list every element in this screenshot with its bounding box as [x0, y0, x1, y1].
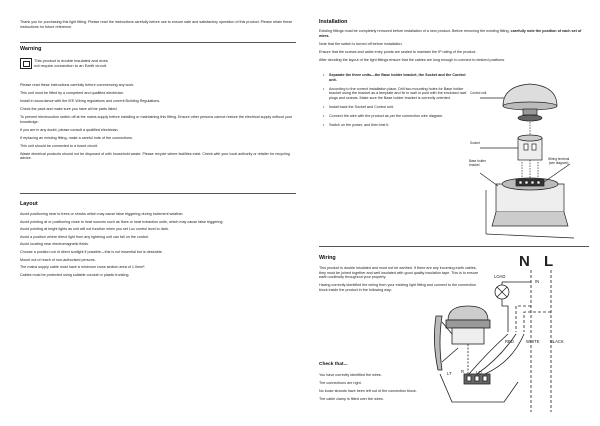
step-text: According to the correct installation place, Drill two mounting holes for Base holder bracket using the bracket as a template and fix to wall or post with the enclosed rawl plugs and screws. Make sure the Base holder bracket is correctly oriented. — [329, 86, 467, 100]
layout-item: Avoid pointing at bright lights as unit will not function when you set Lux control level to dark. — [20, 227, 169, 232]
step-text: Separate the three units—the Base holder bracket, the Socket and the Control unit. — [329, 73, 466, 82]
label-socket: Socket — [470, 141, 480, 145]
step: • Connect the wire with the product as per the connection wire diagram. — [323, 113, 444, 118]
installation-steps — [323, 73, 473, 132]
warning-item: Check the pack and make sure you have all the parts listed. — [20, 107, 118, 112]
label-lt: LT — [447, 371, 452, 376]
layout-item: Avoid positioning near to trees or shrubs which may cause false triggering during inclement weather. — [20, 212, 184, 216]
warning-item: If you are in any doubt, please consult a qualified electrician. — [20, 127, 119, 132]
check-list — [319, 373, 479, 405]
layout-item: Choose a position out of direct sunlight if possible—this is not essential but is desirable. — [20, 250, 163, 255]
warning-notice — [34, 58, 214, 68]
step: • According to the correct installation place, Drill two mounting holes for Base holder bracket using the bracket as a template and fix to wall or post with the enclosed rawl plugs and screws. Make sure the Base holder bracket is correctly oriented. — [323, 87, 473, 101]
layout-heading: Layout — [20, 201, 38, 207]
divider — [20, 193, 296, 194]
intro-paragraph: Thank you for purchasing this light fitting. Please read the instructions carefully before use to ensure safe and satisfactory operation of this product. Please retain these instructions for future reference. — [20, 20, 293, 29]
step-text: Switch on the power, and then test it. — [329, 122, 390, 127]
warning-notice-line1: This product is double insulated and does — [34, 58, 108, 63]
check-item: No loose strands have been left out of the connection block. — [319, 389, 417, 394]
installation-body — [319, 29, 583, 66]
label-red: RED — [505, 339, 514, 344]
warning-item: Waste electrical products should not be disposed of with household waste. Please recycle where facilities exist. Check with your local authority or retailer for recycling advice. — [20, 151, 290, 161]
installation-para: Note that the switch is turned off before installation. — [319, 41, 403, 46]
divider — [20, 42, 296, 43]
step-text: Install back the Socket and Control unit. — [329, 104, 394, 109]
step: • Install back the Socket and Control unit. — [323, 104, 394, 109]
layout-item: Avoid a position where direct light from any lightning unit can fall on the control. — [20, 234, 150, 239]
installation-para: After deciding the layout of the light fittings ensure that the cables are long enough to connect to desired positions. — [319, 57, 506, 62]
warning-heading: Warning — [20, 46, 42, 52]
warning-list — [20, 83, 296, 164]
installation-para1a: Existing fittings must be completely removed before installation of a new product. Before removing the existing fitting, — [319, 29, 511, 33]
label-white: WHITE — [526, 339, 540, 344]
label-lo: LO — [476, 370, 482, 375]
label-base-holder-line2: bracket — [469, 162, 480, 167]
label-r: R — [461, 369, 465, 374]
warning-item: This unit must be fitted by a competent and qualified electrician. — [20, 91, 124, 96]
divider — [319, 246, 589, 247]
double-insulation-icon — [20, 58, 32, 69]
installation-para: Ensure that the screws and cable entry points are sealed to maintain the IP rating of the product. — [319, 49, 477, 54]
layout-item: Avoid pointing at or positioning close to heat sources such as flues or heat extraction units, which may cause false triggering. — [20, 219, 224, 224]
warning-notice-line2: not require connection to an Earth circuit. — [34, 63, 107, 69]
installation-heading: Installation — [319, 19, 348, 25]
label-in: IN — [535, 279, 540, 284]
label-base-holder-line1: Base holder — [469, 159, 487, 163]
exploded-assembly-diagram — [478, 78, 588, 240]
warning-item: If replacing an existing fitting, make a careful note of the connections. — [20, 135, 133, 140]
label-black: BLACK — [550, 339, 564, 344]
layout-item: Cables must be protected using suitable conduit or plastic trunking. — [20, 272, 130, 277]
layout-item: The mains supply cable must have a minimum cross section area of 1.0mm². — [20, 265, 146, 270]
step: • Switch on the power, and then test it. — [323, 122, 390, 127]
label-base-holder — [469, 160, 486, 168]
wiring-heading: Wiring — [319, 255, 336, 261]
label-load: LOAD — [494, 274, 506, 279]
check-item: You have correctly identified the wires. — [319, 373, 382, 377]
warning-item: This unit should be connected to a fused circuit. — [20, 143, 98, 148]
label-wiring-terminal-line2: (see diagram) — [548, 160, 569, 165]
layout-list — [20, 212, 296, 280]
wiring-para: Having correctly identified the wiring from your existing light fitting and connect to the connection block inside the product in the following way: — [319, 283, 477, 292]
step: • Separate the three units—the Base holder bracket, the Socket and the Control unit. — [323, 73, 473, 82]
warning-item: Install in accordance with the IEE Wiring regulations and current Building Regulations. — [20, 99, 161, 104]
warning-item: To prevent electrocution switch off at the mains supply before installing or maintaining this fitting. Ensure other persons cannot restore the electrical supply without your knowledge. — [20, 115, 293, 124]
wiring-para: This product is double insulated and must not be earthed. If there are any incoming earth cables, they must be joined together and well insulated with good quality insulation tape. This is to ensure earth continuity throughout your property. — [319, 266, 479, 280]
warning-item: Please read these instructions carefully before commencing any work. — [20, 83, 135, 87]
check-item: The connections are right. — [319, 381, 362, 386]
label-live: L — [544, 253, 554, 270]
step-text: Connect the wire with the product as per the connection wire diagram. — [329, 113, 444, 118]
installation-para1b: carefully note the position of each set of wires. — [319, 29, 582, 38]
installation-para — [319, 29, 583, 38]
layout-item: Mount out of reach of non-authorised persons. — [20, 257, 96, 262]
label-neutral: N — [519, 253, 530, 270]
label-control-unit: Control unit — [470, 91, 487, 95]
layout-item: Avoid locating near electromagnetic fields. — [20, 242, 90, 247]
check-heading: Check that... — [319, 362, 348, 367]
label-wiring-terminal — [548, 158, 569, 166]
label-wiring-terminal-line1: Wiring terminal — [548, 157, 570, 161]
check-item: The cable clamp is fitted over the wires. — [319, 397, 384, 402]
